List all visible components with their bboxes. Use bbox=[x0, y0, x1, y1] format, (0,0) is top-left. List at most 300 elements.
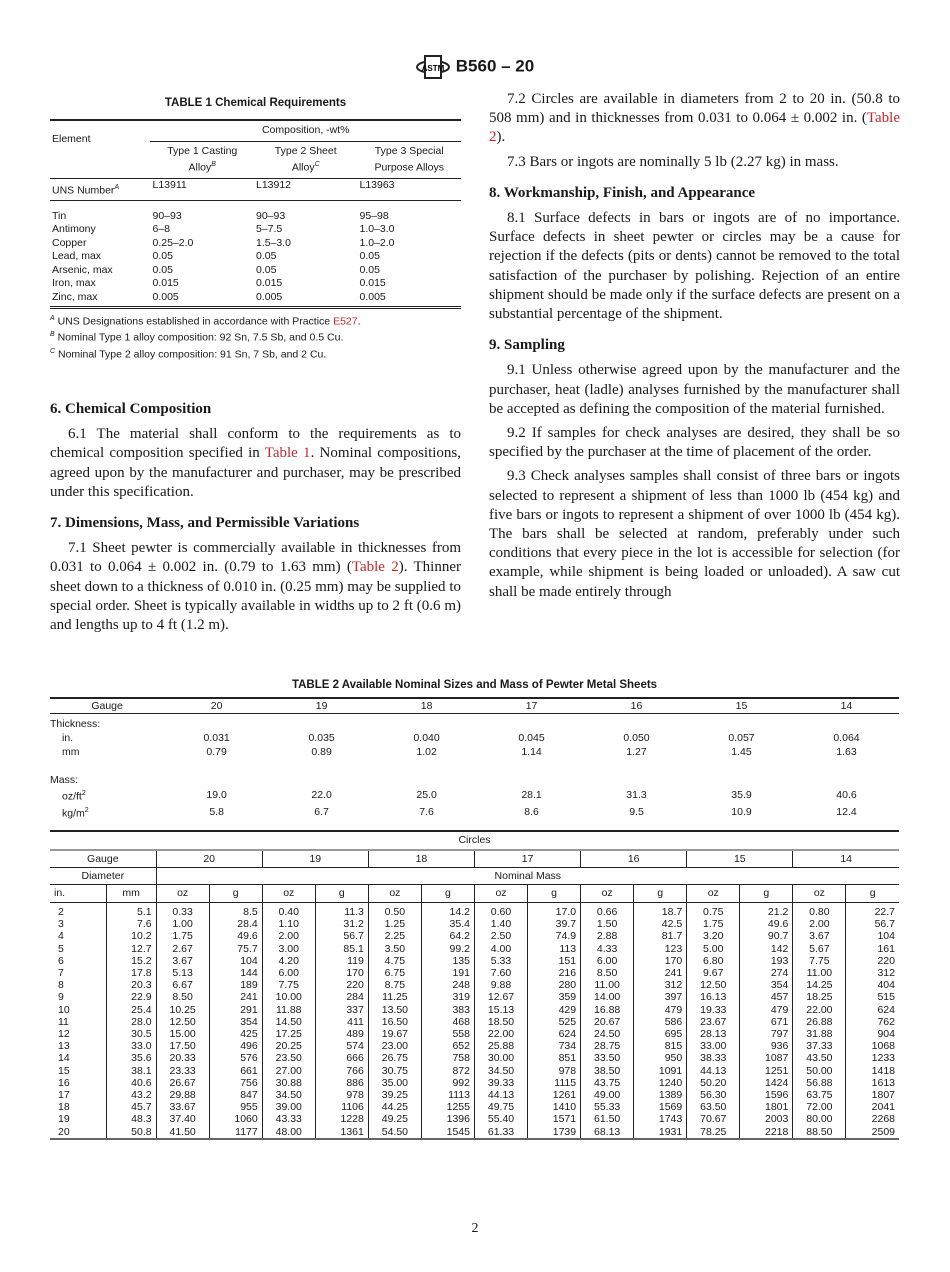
mass-g: 31.2 bbox=[315, 918, 368, 930]
mass-oz: 2.88 bbox=[581, 930, 634, 942]
composition-value: 0.05 bbox=[359, 263, 380, 276]
mass-oz: 11.88 bbox=[262, 1004, 315, 1016]
mass-oz: 2.00 bbox=[793, 918, 846, 930]
mass-g: 8.5 bbox=[209, 903, 262, 919]
unit-label: g bbox=[528, 885, 581, 903]
composition-value: 0.05 bbox=[152, 250, 173, 263]
value bbox=[794, 714, 899, 732]
mass-oz: 6.67 bbox=[156, 979, 209, 991]
diameter-mm: 12.7 bbox=[106, 943, 156, 955]
mass-g: 671 bbox=[740, 1016, 793, 1028]
mass-g: 99.2 bbox=[421, 943, 474, 955]
table-row bbox=[50, 698, 899, 714]
mass-oz: 7.75 bbox=[793, 955, 846, 967]
svg-text:ASTM: ASTM bbox=[421, 64, 445, 73]
mass-oz: 33.00 bbox=[687, 1040, 740, 1052]
para-8-1: 8.1 Surface defects in bars or ingots are of no importance. Surface defects in sheet pewter or circles may be a cause for rejection if the defects (pits or dents) cannot be removed to the total satisfaction of the purchaser by polishing. Rejection of an entire shipment should be made only if the surface defects are present on a substantial percentage of the shipment. bbox=[489, 210, 900, 323]
mass-oz: 56.30 bbox=[687, 1089, 740, 1101]
mass-g: 1931 bbox=[634, 1126, 687, 1139]
value bbox=[164, 773, 269, 787]
diameter-mm: 40.6 bbox=[106, 1077, 156, 1089]
units-row bbox=[50, 885, 899, 903]
mass-oz: 23.00 bbox=[368, 1040, 421, 1052]
mass-oz: 39.33 bbox=[474, 1077, 527, 1089]
nominal-mass-label: Nominal Mass bbox=[156, 868, 899, 885]
value: 9.5 bbox=[629, 805, 644, 818]
diameter-in: 18 bbox=[58, 1101, 70, 1114]
table-row bbox=[50, 237, 461, 251]
diameter-in: 13 bbox=[58, 1040, 70, 1053]
mass-g: 695 bbox=[634, 1028, 687, 1040]
mass-g: 312 bbox=[846, 967, 899, 979]
mass-oz: 19.33 bbox=[687, 1004, 740, 1016]
mass-g: 1613 bbox=[846, 1077, 899, 1089]
mass-g: 515 bbox=[846, 991, 899, 1003]
mass-g: 216 bbox=[528, 967, 581, 979]
value: 0.045 bbox=[518, 732, 545, 744]
mass-oz: 11.25 bbox=[368, 991, 421, 1003]
mass-g: 64.2 bbox=[421, 930, 474, 942]
table2-link[interactable]: Table 2 bbox=[351, 559, 399, 576]
mass-g: 1361 bbox=[315, 1126, 368, 1139]
mass-oz: 37.40 bbox=[156, 1113, 209, 1125]
mass-g: 319 bbox=[421, 991, 474, 1003]
composition-value: 0.015 bbox=[255, 277, 283, 290]
mass-g: 489 bbox=[315, 1028, 368, 1040]
composition-value: 90–93 bbox=[255, 209, 286, 222]
mass-g: 241 bbox=[209, 991, 262, 1003]
mass-g: 383 bbox=[421, 1004, 474, 1016]
unit-label: in. bbox=[54, 887, 66, 899]
mass-g: 1571 bbox=[528, 1113, 581, 1125]
mass-oz: 27.00 bbox=[262, 1065, 315, 1077]
left-text bbox=[50, 388, 461, 640]
table-row bbox=[50, 1052, 899, 1064]
mass-g: 191 bbox=[421, 967, 474, 979]
mass-g: 2003 bbox=[740, 1113, 793, 1125]
mass-g: 1091 bbox=[634, 1065, 687, 1077]
mass-g: 135 bbox=[421, 955, 474, 967]
mass-g: 142 bbox=[740, 943, 793, 955]
value bbox=[479, 714, 584, 732]
gauge-value: 16 bbox=[581, 850, 687, 868]
mass-oz: 3.20 bbox=[687, 930, 740, 942]
mass-g: 479 bbox=[740, 1004, 793, 1016]
mass-oz: 70.67 bbox=[687, 1113, 740, 1125]
mass-oz: 33.50 bbox=[581, 1052, 634, 1064]
para-9-1: 9.1 Unless otherwise agreed upon by the manufacturer and the purchaser, heat (ladle) analyses furnished by the manufacturer shall be accepted as defining the composition of the material furnished. bbox=[489, 362, 900, 417]
mass-g: 496 bbox=[209, 1040, 262, 1052]
table1-link[interactable]: Table 1 bbox=[264, 445, 311, 462]
table-row bbox=[50, 1126, 899, 1139]
type-header: Type 3 Special Purpose Alloys bbox=[374, 144, 444, 174]
unit-label: g bbox=[634, 885, 687, 903]
diameter-mm: 17.8 bbox=[106, 967, 156, 979]
uns-value: L13963 bbox=[359, 179, 395, 192]
mass-oz: 12.50 bbox=[687, 979, 740, 991]
mass-g: 274 bbox=[740, 967, 793, 979]
mass-g: 90.7 bbox=[740, 930, 793, 942]
mass-g: 797 bbox=[740, 1028, 793, 1040]
mass-oz: 1.25 bbox=[368, 918, 421, 930]
composition-value: 0.05 bbox=[255, 263, 277, 276]
mass-oz: 9.88 bbox=[474, 979, 527, 991]
table-row bbox=[50, 745, 899, 759]
mass-g: 144 bbox=[209, 967, 262, 979]
mass-oz: 5.33 bbox=[474, 955, 527, 967]
mass-oz: 78.25 bbox=[687, 1126, 740, 1139]
mass-g: 815 bbox=[634, 1040, 687, 1052]
mass-oz: 22.00 bbox=[474, 1028, 527, 1040]
mass-oz: 14.25 bbox=[793, 979, 846, 991]
mass-oz: 22.00 bbox=[793, 1004, 846, 1016]
mass-oz: 63.75 bbox=[793, 1089, 846, 1101]
mass-oz: 10.25 bbox=[156, 1004, 209, 1016]
mass-oz: 15.13 bbox=[474, 1004, 527, 1016]
mass-oz: 29.88 bbox=[156, 1089, 209, 1101]
diameter-in: 9 bbox=[58, 991, 64, 1004]
mass-oz: 38.33 bbox=[687, 1052, 740, 1064]
table1-title: TABLE 1 Chemical Requirements bbox=[164, 97, 347, 109]
mass-oz: 44.13 bbox=[474, 1089, 527, 1101]
mass-oz: 0.60 bbox=[474, 903, 527, 919]
mass-oz: 25.88 bbox=[474, 1040, 527, 1052]
mass-g: 14.2 bbox=[421, 903, 474, 919]
diameter-in: 16 bbox=[58, 1076, 70, 1089]
mass-g: 2268 bbox=[846, 1113, 899, 1125]
mass-g: 872 bbox=[421, 1065, 474, 1077]
table-row bbox=[50, 1016, 899, 1028]
unit-label: oz bbox=[474, 885, 527, 903]
mass-g: 1261 bbox=[528, 1089, 581, 1101]
element-name: Tin bbox=[52, 209, 67, 222]
table2-circles bbox=[50, 830, 899, 1140]
diameter-mm: 20.3 bbox=[106, 979, 156, 991]
mass-g: 28.4 bbox=[209, 918, 262, 930]
table-row bbox=[50, 804, 899, 821]
diameter-in: 10 bbox=[58, 1003, 70, 1016]
table-row bbox=[50, 277, 461, 291]
diameter-mm: 5.1 bbox=[106, 903, 156, 919]
right-column bbox=[489, 90, 900, 607]
mass-g: 586 bbox=[634, 1016, 687, 1028]
mass-oz: 6.80 bbox=[687, 955, 740, 967]
diameter-mm: 30.5 bbox=[106, 1028, 156, 1040]
mass-g: 22.7 bbox=[846, 903, 899, 919]
mass-oz: 49.25 bbox=[368, 1113, 421, 1125]
unit-label: oz bbox=[687, 885, 740, 903]
value: 15 bbox=[735, 700, 748, 712]
composition-value: 0.05 bbox=[359, 250, 380, 263]
mass-oz: 31.88 bbox=[793, 1028, 846, 1040]
gauge-value: 14 bbox=[793, 850, 899, 868]
mass-oz: 3.00 bbox=[262, 943, 315, 955]
row-label: Mass: bbox=[50, 774, 79, 786]
element-name: Copper bbox=[52, 236, 87, 249]
mass-g: 35.4 bbox=[421, 918, 474, 930]
diameter-row bbox=[50, 868, 899, 885]
mass-oz: 17.50 bbox=[156, 1040, 209, 1052]
mass-oz: 16.13 bbox=[687, 991, 740, 1003]
mass-oz: 0.66 bbox=[581, 903, 634, 919]
mass-g: 123 bbox=[634, 943, 687, 955]
mass-oz: 23.50 bbox=[262, 1052, 315, 1064]
composition-value: 6–8 bbox=[152, 223, 171, 236]
mass-oz: 4.33 bbox=[581, 943, 634, 955]
value: 25.0 bbox=[416, 789, 437, 802]
mass-oz: 28.75 bbox=[581, 1040, 634, 1052]
mass-g: 558 bbox=[421, 1028, 474, 1040]
diameter-in: 8 bbox=[58, 979, 64, 992]
mass-oz: 30.00 bbox=[474, 1052, 527, 1064]
type-header: Type 2 Sheet Alloy$^C$ bbox=[274, 144, 337, 174]
composition-value: 1.0–3.0 bbox=[359, 223, 395, 236]
composition-value: 0.25–2.0 bbox=[152, 236, 194, 249]
uns-value: L13911 bbox=[152, 179, 187, 192]
table-row bbox=[50, 955, 899, 967]
designation: B560 – 20 bbox=[455, 56, 535, 76]
gauge-row bbox=[50, 850, 899, 868]
mass-g: 397 bbox=[634, 991, 687, 1003]
row-label: $oz/ft^2$ bbox=[62, 790, 86, 803]
diameter-in: 12 bbox=[58, 1028, 70, 1041]
mass-oz: 43.50 bbox=[793, 1052, 846, 1064]
mass-oz: 1.40 bbox=[474, 918, 527, 930]
diameter-in: 6 bbox=[58, 954, 64, 967]
value: 0.035 bbox=[308, 732, 335, 744]
spacer bbox=[50, 759, 899, 773]
diameter-label: Diameter bbox=[81, 870, 125, 882]
composition-header: Composition, -wt% bbox=[150, 120, 461, 141]
diameter-in: 17 bbox=[58, 1089, 70, 1102]
mass-g: 2218 bbox=[740, 1126, 793, 1139]
mass-g: 280 bbox=[528, 979, 581, 991]
value bbox=[689, 773, 794, 787]
mass-oz: 2.50 bbox=[474, 930, 527, 942]
uns-value: L13912 bbox=[255, 179, 292, 192]
mass-oz: 18.25 bbox=[793, 991, 846, 1003]
composition-value: 5–7.5 bbox=[255, 223, 283, 236]
mass-g: 576 bbox=[209, 1052, 262, 1064]
mass-g: 624 bbox=[846, 1004, 899, 1016]
mass-g: 1251 bbox=[740, 1065, 793, 1077]
mass-g: 734 bbox=[528, 1040, 581, 1052]
page-header bbox=[0, 54, 950, 80]
mass-oz: 3.67 bbox=[156, 955, 209, 967]
mass-g: 468 bbox=[421, 1016, 474, 1028]
table-row bbox=[50, 250, 461, 264]
element-name: Lead, max bbox=[52, 250, 102, 263]
mass-g: 886 bbox=[315, 1077, 368, 1089]
mass-g: 56.7 bbox=[315, 930, 368, 942]
astm-logo-icon bbox=[416, 54, 450, 80]
mass-g: 1060 bbox=[209, 1113, 262, 1125]
value bbox=[374, 773, 479, 787]
diameter-mm: 45.7 bbox=[106, 1101, 156, 1113]
mass-oz: 0.80 bbox=[793, 903, 846, 919]
mass-g: 291 bbox=[209, 1004, 262, 1016]
para-9-2: 9.2 If samples for check analyses are desired, they shall be so specified by the purchaser at the time of placement of the order. bbox=[489, 425, 900, 461]
mass-oz: 61.50 bbox=[581, 1113, 634, 1125]
diameter-in: 2 bbox=[58, 906, 64, 918]
para-7-2: 7.2 Circles are available in diameters from 2 to 20 in. (50.8 to 508 mm) and in thicknesses from 0.031 to 0.064 ± 0.002 in. (Table 2). bbox=[489, 91, 900, 146]
value: 0.064 bbox=[833, 732, 860, 744]
mass-g: 1228 bbox=[315, 1113, 368, 1125]
diameter-in: 7 bbox=[58, 967, 64, 980]
mass-g: 404 bbox=[846, 979, 899, 991]
mass-oz: 5.00 bbox=[687, 943, 740, 955]
mass-oz: 3.50 bbox=[368, 943, 421, 955]
diameter-mm: 7.6 bbox=[106, 918, 156, 930]
section-9-heading: 9. Sampling bbox=[489, 337, 565, 354]
mass-oz: 0.75 bbox=[687, 903, 740, 919]
mass-g: 762 bbox=[846, 1016, 899, 1028]
diameter-mm: 43.2 bbox=[106, 1089, 156, 1101]
mass-g: 847 bbox=[209, 1089, 262, 1101]
diameter-in: 15 bbox=[58, 1064, 70, 1077]
unit-label: g bbox=[421, 885, 474, 903]
mass-g: 1569 bbox=[634, 1101, 687, 1113]
mass-oz: 1.50 bbox=[581, 918, 634, 930]
table-row bbox=[50, 1089, 899, 1101]
value: 12.4 bbox=[836, 805, 857, 818]
row-label: Gauge bbox=[91, 700, 123, 712]
mass-oz: 0.33 bbox=[156, 903, 209, 919]
mass-g: 248 bbox=[421, 979, 474, 991]
mass-oz: 8.50 bbox=[156, 991, 209, 1003]
table2 bbox=[50, 679, 899, 1140]
unit-label: mm bbox=[106, 885, 156, 903]
mass-oz: 26.88 bbox=[793, 1016, 846, 1028]
composition-value: 95–98 bbox=[359, 209, 389, 222]
mass-oz: 17.25 bbox=[262, 1028, 315, 1040]
mass-g: 284 bbox=[315, 991, 368, 1003]
value: 40.6 bbox=[836, 789, 857, 802]
mass-g: 21.2 bbox=[740, 903, 793, 919]
mass-oz: 20.67 bbox=[581, 1016, 634, 1028]
mass-oz: 34.50 bbox=[262, 1089, 315, 1101]
mass-g: 193 bbox=[740, 955, 793, 967]
mass-g: 936 bbox=[740, 1040, 793, 1052]
mass-oz: 55.33 bbox=[581, 1101, 634, 1113]
para-9-3: 9.3 Check analyses samples shall consist of three bars or ingots selected to represent a shipment of less than 1000 lb (454 kg) and five bars or ingots to represent a shipment of over 1000 lb (454 kg). The bars shall be selected at random, preferably under such conditions that every piece in the lot is accessible for selection (for example, while shipment is being loaded or unloaded). A saw cut shall be made entirely through bbox=[489, 468, 900, 600]
circles-title-row bbox=[50, 831, 899, 850]
mass-oz: 20.25 bbox=[262, 1040, 315, 1052]
table-row bbox=[50, 291, 461, 305]
mass-g: 354 bbox=[740, 979, 793, 991]
table-row bbox=[50, 210, 461, 224]
mass-g: 1743 bbox=[634, 1113, 687, 1125]
mass-g: 666 bbox=[315, 1052, 368, 1064]
mass-oz: 26.75 bbox=[368, 1052, 421, 1064]
section-8-heading: 8. Workmanship, Finish, and Appearance bbox=[489, 184, 756, 201]
mass-oz: 20.33 bbox=[156, 1052, 209, 1064]
table-row bbox=[50, 991, 899, 1003]
page-number: 2 bbox=[471, 1221, 479, 1236]
mass-g: 661 bbox=[209, 1065, 262, 1077]
table2-link[interactable]: Table 2 bbox=[489, 110, 900, 146]
mass-oz: 34.50 bbox=[474, 1065, 527, 1077]
mass-oz: 56.88 bbox=[793, 1077, 846, 1089]
mass-g: 978 bbox=[315, 1089, 368, 1101]
mass-g: 49.6 bbox=[209, 930, 262, 942]
value bbox=[164, 714, 269, 732]
value: 7.6 bbox=[419, 805, 434, 818]
mass-g: 1807 bbox=[846, 1089, 899, 1101]
table-row bbox=[50, 967, 899, 979]
mass-g: 354 bbox=[209, 1016, 262, 1028]
mass-oz: 37.33 bbox=[793, 1040, 846, 1052]
section-7-heading: 7. Dimensions, Mass, and Permissible Variations bbox=[50, 515, 360, 532]
mass-g: 74.9 bbox=[528, 930, 581, 942]
mass-g: 337 bbox=[315, 1004, 368, 1016]
mass-oz: 61.33 bbox=[474, 1126, 527, 1139]
value: 1.02 bbox=[416, 746, 437, 758]
mass-g: 955 bbox=[209, 1101, 262, 1113]
mass-g: 39.7 bbox=[528, 918, 581, 930]
table-row bbox=[50, 1065, 899, 1077]
left-column bbox=[50, 94, 461, 361]
table-row bbox=[50, 1004, 899, 1016]
mass-g: 18.7 bbox=[634, 903, 687, 919]
composition-value: 0.005 bbox=[152, 290, 179, 303]
gauge-value: 15 bbox=[687, 850, 793, 868]
mass-oz: 23.67 bbox=[687, 1016, 740, 1028]
value bbox=[479, 773, 584, 787]
table-row bbox=[50, 1040, 899, 1052]
mass-g: 359 bbox=[528, 991, 581, 1003]
value: 0.050 bbox=[623, 732, 650, 744]
footnote-c: $^C$ Nominal Type 2 alloy composition: 91 Sn, 7 Sb, and 2 Cu. bbox=[50, 347, 327, 361]
e527-link[interactable]: E527 bbox=[333, 315, 358, 328]
mass-g: 1177 bbox=[209, 1126, 262, 1139]
table-row bbox=[50, 1101, 899, 1113]
mass-oz: 41.50 bbox=[156, 1126, 209, 1139]
mass-g: 104 bbox=[846, 930, 899, 942]
diameter-in: 3 bbox=[58, 918, 64, 931]
mass-oz: 0.50 bbox=[368, 903, 421, 919]
uns-label: UNS Number$^A$ bbox=[52, 184, 120, 197]
mass-g: 758 bbox=[421, 1052, 474, 1064]
mass-g: 525 bbox=[528, 1016, 581, 1028]
mass-oz: 30.75 bbox=[368, 1065, 421, 1077]
value: 18 bbox=[420, 700, 433, 712]
diameter-mm: 38.1 bbox=[106, 1065, 156, 1077]
value: 1.63 bbox=[836, 746, 857, 758]
mass-g: 766 bbox=[315, 1065, 368, 1077]
mass-oz: 14.50 bbox=[262, 1016, 315, 1028]
value: 5.8 bbox=[209, 805, 224, 818]
mass-oz: 12.50 bbox=[156, 1016, 209, 1028]
mass-oz: 55.40 bbox=[474, 1113, 527, 1125]
row-label: in. bbox=[62, 732, 74, 744]
mass-oz: 50.20 bbox=[687, 1077, 740, 1089]
para-7-3: 7.3 Bars or ingots are nominally 5 lb (2.27 kg) in mass. bbox=[507, 153, 839, 170]
value: 1.45 bbox=[731, 746, 752, 758]
diameter-mm: 25.4 bbox=[106, 1004, 156, 1016]
mass-oz: 39.25 bbox=[368, 1089, 421, 1101]
mass-oz: 6.75 bbox=[368, 967, 421, 979]
mass-g: 220 bbox=[315, 979, 368, 991]
composition-value: 90–93 bbox=[152, 209, 182, 222]
mass-oz: 7.75 bbox=[262, 979, 315, 991]
diameter-mm: 10.2 bbox=[106, 930, 156, 942]
row-label: $kg/m^2$ bbox=[62, 806, 89, 819]
mass-g: 85.1 bbox=[315, 943, 368, 955]
mass-oz: 2.25 bbox=[368, 930, 421, 942]
mass-g: 1233 bbox=[846, 1052, 899, 1064]
composition-value: 0.005 bbox=[359, 290, 386, 303]
